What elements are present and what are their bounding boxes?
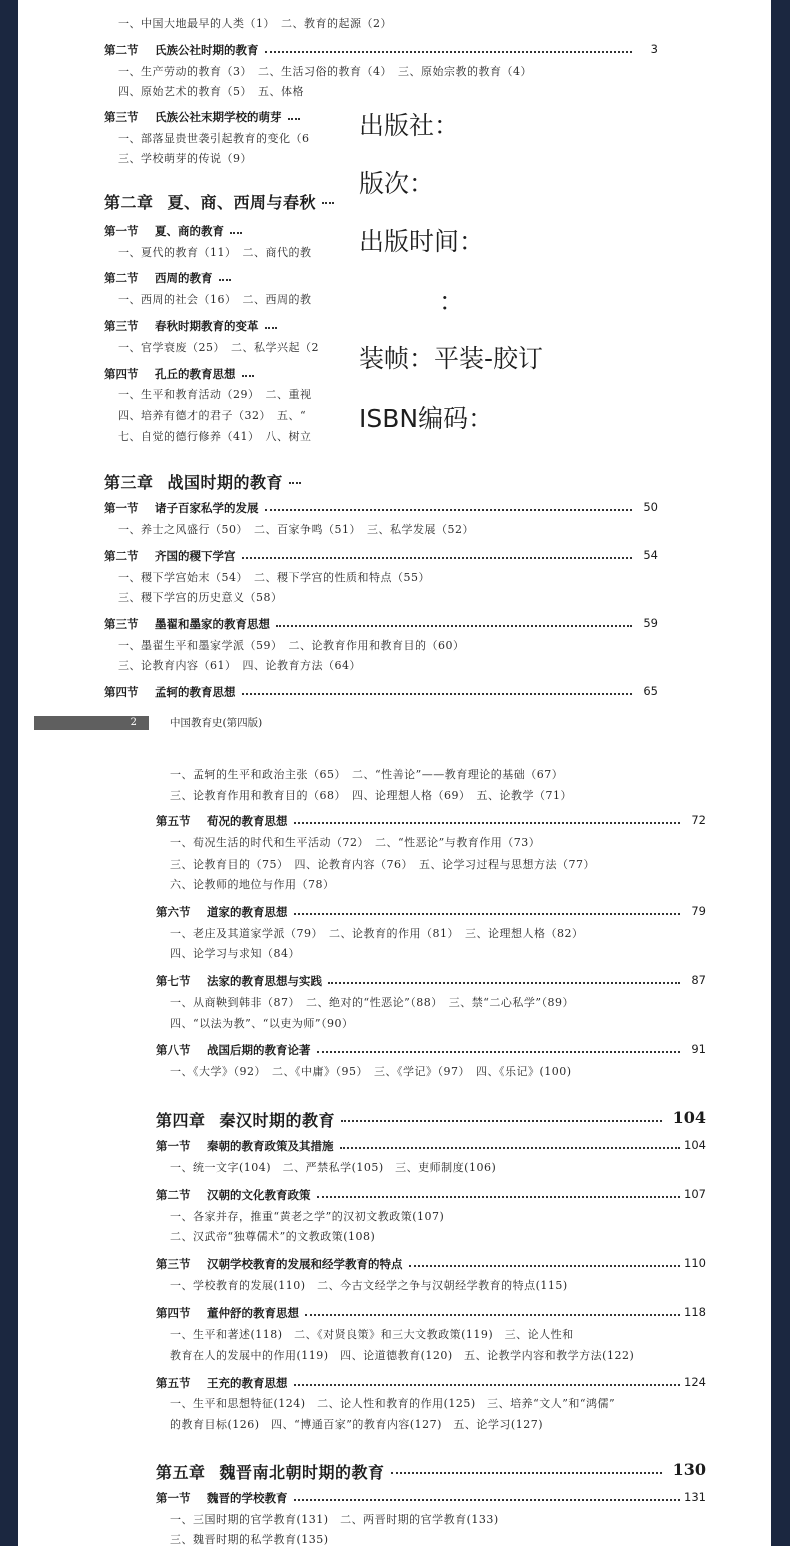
toc-section bbox=[104, 500, 259, 516]
chapter-title: 夏、商、西周与春秋 bbox=[167, 193, 317, 212]
dot-leader bbox=[328, 982, 680, 984]
section-label: 第六节 bbox=[156, 905, 191, 919]
toc-subentry: 一、荀况生活的时代和生平活动（72） 二、“性恶论”与教育作用（73） bbox=[170, 836, 541, 849]
page-ref: 87 bbox=[691, 973, 706, 987]
toc-subentry: 一、养士之风盛行（50） 二、百家争鸣（51） 三、私学发展（52） bbox=[118, 523, 474, 536]
toc-section bbox=[156, 1138, 334, 1154]
toc-subentry: 教育在人的发展中的作用(119) 四、论道德教育(120) 五、论教学内容和教学方法(122) bbox=[170, 1349, 635, 1362]
section-title: 汉朝的文化教育政策 bbox=[207, 1188, 311, 1202]
toc-subentry: 一、生产劳动的教育（3） 二、生活习俗的教育（4） 三、原始宗教的教育（4） bbox=[118, 65, 532, 78]
dot-leader bbox=[305, 1314, 680, 1316]
toc-section bbox=[156, 1187, 311, 1203]
dot-leader bbox=[294, 1384, 681, 1386]
section-title: 董仲舒的教育思想 bbox=[207, 1306, 299, 1320]
chapter-title: 魏晋南北朝时期的教育 bbox=[219, 1463, 385, 1482]
toc-subentry: 一、西周的社会（16） 二、西周的教 bbox=[118, 293, 312, 306]
dot-leader bbox=[294, 913, 681, 915]
section-title: 法家的教育思想与实践 bbox=[207, 974, 322, 988]
section-label: 第七节 bbox=[156, 974, 191, 988]
dot-leader bbox=[219, 279, 231, 281]
section-title: 荀况的教育思想 bbox=[207, 814, 288, 828]
page-number-bar bbox=[34, 716, 149, 730]
page-number: 2 bbox=[130, 717, 137, 728]
chapter-label: 第二章 bbox=[104, 193, 154, 212]
dot-leader bbox=[265, 51, 633, 53]
section-title: 秦朝的教育政策及其措施 bbox=[207, 1139, 334, 1153]
section-label: 第三节 bbox=[104, 617, 139, 631]
dot-leader bbox=[317, 1051, 681, 1053]
toc-subentry: 四、原始艺术的教育（5） 五、体格 bbox=[118, 85, 304, 98]
publisher-label: 出版社： bbox=[359, 111, 460, 140]
page-ref: 118 bbox=[684, 1305, 706, 1319]
toc-subentry: 三、论教育作用和教育目的（68） 四、论理想人格（69） 五、论教学（71） bbox=[170, 789, 572, 802]
toc-chapter bbox=[104, 190, 316, 213]
toc-subentry: 一、生平和思想特征(124) 二、论人性和教育的作用(125) 三、培养“文人”和“鸿儒” bbox=[170, 1397, 616, 1410]
dot-leader bbox=[294, 1499, 681, 1501]
dot-leader bbox=[341, 1120, 662, 1122]
binding-label-text: 装帧： bbox=[359, 344, 435, 373]
toc-section bbox=[104, 366, 236, 382]
section-label: 第四节 bbox=[104, 367, 139, 381]
toc-section bbox=[104, 616, 270, 632]
toc-section bbox=[156, 973, 322, 989]
page-ref: 54 bbox=[643, 548, 658, 562]
section-label: 第八节 bbox=[156, 1043, 191, 1057]
section-title: 氏族公社末期学校的萌芽 bbox=[155, 110, 282, 124]
toc-subentry: 三、学校萌芽的传说（9） bbox=[118, 152, 252, 165]
page-ref: 65 bbox=[643, 684, 658, 698]
section-label: 第二节 bbox=[104, 43, 139, 57]
toc-subentry: 三、稷下学宫的历史意义（58） bbox=[118, 591, 283, 604]
page-ref: 72 bbox=[691, 813, 706, 827]
dot-leader bbox=[276, 625, 632, 627]
toc-chapter bbox=[156, 1108, 335, 1131]
toc-subentry: 一、稷下学宫始末（54） 二、稷下学宫的性质和特点（55） bbox=[118, 571, 430, 584]
section-label: 第三节 bbox=[156, 1257, 191, 1271]
toc-section bbox=[156, 1305, 299, 1321]
section-title: 氏族公社时期的教育 bbox=[155, 43, 259, 57]
toc-section bbox=[156, 1256, 403, 1272]
page-ref: 131 bbox=[684, 1490, 706, 1504]
section-label: 第一节 bbox=[104, 501, 139, 515]
toc-section bbox=[104, 270, 213, 286]
section-title: 墨翟和墨家的教育思想 bbox=[155, 617, 270, 631]
dot-leader bbox=[242, 557, 633, 559]
toc-section bbox=[104, 318, 259, 334]
toc-section bbox=[156, 1490, 288, 1506]
toc-section bbox=[156, 813, 288, 829]
section-title: 诸子百家私学的发展 bbox=[155, 501, 259, 515]
dot-leader bbox=[265, 327, 277, 329]
section-title: 战国后期的教育论著 bbox=[207, 1043, 311, 1057]
chapter-label: 第三章 bbox=[104, 473, 154, 492]
section-label: 第二节 bbox=[156, 1188, 191, 1202]
toc-subentry: 一、《大学》（92） 二、《中庸》（95） 三、《学记》（97） 四、《乐记》(100) bbox=[170, 1065, 572, 1078]
page-ref: 110 bbox=[684, 1256, 706, 1270]
isbn-label: ISBN编码： bbox=[359, 404, 494, 433]
toc-subentry: 一、三国时期的官学教育(131) 二、两晋时期的官学教育(133) bbox=[170, 1513, 499, 1526]
toc-section bbox=[156, 1375, 288, 1391]
toc-subentry: 一、老庄及其道家学派（79） 二、论教育的作用（81） 三、论理想人格（82） bbox=[170, 927, 584, 940]
section-label: 第一节 bbox=[156, 1139, 191, 1153]
toc-subentry: 一、部落显贵世袭引起教育的变化（6 bbox=[118, 132, 310, 145]
toc-subentry: 一、墨翟生平和墨家学派（59） 二、论教育作用和教育目的（60） bbox=[118, 639, 465, 652]
toc-subentry: 六、论教师的地位与作用（78） bbox=[170, 878, 335, 891]
dot-leader bbox=[288, 118, 300, 120]
toc-section bbox=[104, 548, 236, 564]
toc-subentry: 三、论教育内容（61） 四、论教育方法（64） bbox=[118, 659, 361, 672]
page-ref: 59 bbox=[643, 616, 658, 630]
page-ref: 91 bbox=[691, 1042, 706, 1056]
toc-section bbox=[104, 109, 282, 125]
toc-section bbox=[156, 904, 288, 920]
dot-leader bbox=[317, 1196, 681, 1198]
section-label: 第二节 bbox=[104, 271, 139, 285]
dot-leader bbox=[242, 693, 633, 695]
dot-leader bbox=[265, 509, 633, 511]
section-label: 第二节 bbox=[104, 549, 139, 563]
section-label: 第三节 bbox=[104, 319, 139, 333]
chapter-title: 秦汉时期的教育 bbox=[219, 1111, 336, 1130]
dot-leader bbox=[322, 202, 334, 204]
chapter-label: 第四章 bbox=[156, 1111, 206, 1130]
toc-subentry: 一、夏代的教育（11） 二、商代的教 bbox=[118, 246, 312, 259]
toc-subentry: 一、从商鞅到韩非（87） 二、绝对的“性恶论”（88） 三、禁“二心私学”（89） bbox=[170, 996, 574, 1009]
toc-subentry: 二、汉武帝“独尊儒术”的文教政策(108) bbox=[170, 1230, 376, 1243]
toc-subentry: 一、中国大地最早的人类（1） 二、教育的起源（2） bbox=[118, 17, 392, 30]
dot-leader bbox=[294, 822, 681, 824]
section-title: 王充的教育思想 bbox=[207, 1376, 288, 1390]
section-title: 春秋时期教育的变革 bbox=[155, 319, 259, 333]
chapter-label: 第五章 bbox=[156, 1463, 206, 1482]
section-title: 西周的教育 bbox=[155, 271, 213, 285]
toc-subentry: 一、生平和教育活动（29） 二、重视 bbox=[118, 388, 312, 401]
pub-date-label: 出版时间： bbox=[359, 227, 485, 256]
dot-leader bbox=[242, 375, 254, 377]
section-title: 孟轲的教育思想 bbox=[155, 685, 236, 699]
binding-label bbox=[359, 339, 543, 375]
page-ref: 130 bbox=[672, 1460, 706, 1479]
section-title: 孔丘的教育思想 bbox=[155, 367, 236, 381]
binding-value: 平装-胶订 bbox=[434, 344, 544, 373]
toc-chapter bbox=[156, 1460, 385, 1483]
toc-subentry: 四、培养有德才的君子（32） 五、“ bbox=[118, 409, 307, 422]
dot-leader bbox=[289, 482, 301, 484]
section-title: 夏、商的教育 bbox=[155, 224, 224, 238]
toc-subentry: 一、学校教育的发展(110) 二、今古文经学之争与汉朝经学教育的特点(115) bbox=[170, 1279, 568, 1292]
section-label: 第三节 bbox=[104, 110, 139, 124]
toc-subentry: 三、魏晋时期的私学教育(135) bbox=[170, 1533, 329, 1546]
dot-leader bbox=[391, 1472, 662, 1474]
toc-section bbox=[104, 684, 236, 700]
blank-label: ： bbox=[439, 287, 465, 316]
section-title: 汉朝学校教育的发展和经学教育的特点 bbox=[207, 1257, 403, 1271]
page-ref: 104 bbox=[684, 1138, 706, 1152]
dot-leader bbox=[230, 232, 242, 234]
toc-subentry: 一、孟轲的生平和政治主张（65） 二、“性善论”——教育理论的基础（67） bbox=[170, 768, 564, 781]
section-label: 第四节 bbox=[104, 685, 139, 699]
toc-subentry: 七、自觉的德行修养（41） 八、树立 bbox=[118, 430, 312, 443]
toc-section bbox=[156, 1042, 311, 1058]
toc-subentry: 四、“以法为教”、“以吏为师”（90） bbox=[170, 1017, 354, 1030]
toc-subentry: 三、论教育目的（75） 四、论教育内容（76） 五、论学习过程与思想方法（77） bbox=[170, 858, 595, 871]
toc-section bbox=[104, 223, 224, 239]
section-label: 第五节 bbox=[156, 1376, 191, 1390]
toc-subentry: 一、统一文字(104) 二、严禁私学(105) 三、吏师制度(106) bbox=[170, 1161, 497, 1174]
page-ref: 3 bbox=[650, 42, 658, 56]
dot-leader bbox=[340, 1147, 681, 1149]
toc-subentry: 的教育目标(126) 四、“博通百家”的教育内容(127) 五、论学习(127) bbox=[170, 1418, 543, 1431]
section-label: 第五节 bbox=[156, 814, 191, 828]
page-ref: 104 bbox=[672, 1108, 706, 1127]
dot-leader bbox=[409, 1265, 681, 1267]
product-info-overlay bbox=[343, 96, 763, 454]
section-title: 齐国的稷下学宫 bbox=[155, 549, 236, 563]
toc-subentry: 一、生平和著述(118) 二、《对贤良策》和三大文教政策(119) 三、论人性和 bbox=[170, 1328, 574, 1341]
toc-subentry: 一、官学衰废（25） 二、私学兴起（2 bbox=[118, 341, 319, 354]
chapter-title: 战国时期的教育 bbox=[167, 473, 284, 492]
page-ref: 107 bbox=[684, 1187, 706, 1201]
toc-section bbox=[104, 42, 259, 58]
running-title: 中国教育史(第四版) bbox=[170, 717, 263, 729]
section-title: 道家的教育思想 bbox=[207, 905, 288, 919]
section-label: 第四节 bbox=[156, 1306, 191, 1320]
toc-chapter bbox=[104, 470, 283, 493]
section-label: 第一节 bbox=[104, 224, 139, 238]
page-ref: 124 bbox=[684, 1375, 706, 1389]
book-page bbox=[18, 0, 771, 1546]
toc-subentry: 一、各家并存，推重“黄老之学”的汉初文教政策(107) bbox=[170, 1210, 445, 1223]
page-ref: 79 bbox=[691, 904, 706, 918]
edition-label: 版次： bbox=[359, 169, 435, 198]
page-ref: 50 bbox=[643, 500, 658, 514]
toc-subentry: 四、论学习与求知（84） bbox=[170, 947, 300, 960]
section-title: 魏晋的学校教育 bbox=[207, 1491, 288, 1505]
section-label: 第一节 bbox=[156, 1491, 191, 1505]
